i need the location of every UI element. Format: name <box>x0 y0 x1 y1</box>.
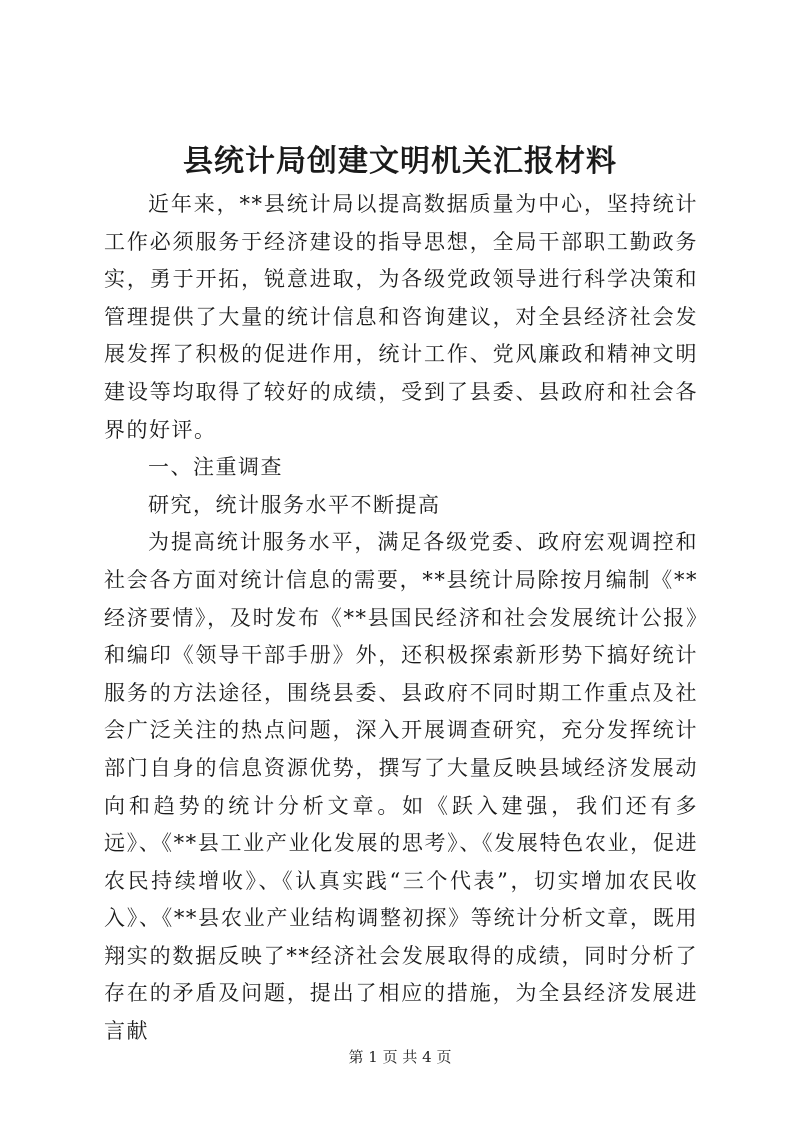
intro-paragraph: 近年来，**县统计局以提高数据质量为中心，坚持统计工作必须服务于经济建设的指导思想，全局干部职工勤政务实，勇于开拓，锐意进取，为各级党政领导进行科学决策和管理提供了大量的统计信息和咨询建议，对全县经济社会发展发挥了积极的促进作用，统计工作、党风廉政和精神文明建设等均取得了较好的成绩，受到了县委、县政府和社会各界的好评。 <box>104 192 698 442</box>
page-number: 第 1 页 共 4 页 <box>348 1048 452 1066</box>
body-paragraph: 为提高统计服务水平，满足各级党委、政府宏观调控和社会各方面对统计信息的需要，**县统计局除按月编制《**经济要情》，及时发布《**县国民经济和社会发展统计公报》和编印《领导干部手册》外，还积极探索新形势下搞好统计服务的方法途径，围绕县委、县政府不同时期工作重点及社会广泛关注的热点问题，深入开展调查研究，充分发挥统计部门自身的信息资源优势，撰写了大量反映县域经济发展动向和趋势的统计分析文章。如《跃入建强，我们还有多远》、《**县工业产业化发展的思考》、《发展特色农业，促进农民持续增收》、《认真实践“三个代表”，切实增加农民收入》、《**县农业产业结构调整初探》等统计分析文章，既用翔实的数据反映了**经济社会发展取得的成绩，同时分析了存在的矛盾及问题，提出了相应的措施，为全县经济发展进言献 <box>104 530 698 1044</box>
section-heading: 一、注重调查 <box>148 455 283 480</box>
document-body <box>104 186 698 1051</box>
section-subheading: 研究，统计服务水平不断提高 <box>148 492 441 517</box>
document-title: 县统计局创建文明机关汇报材料 <box>183 144 617 179</box>
